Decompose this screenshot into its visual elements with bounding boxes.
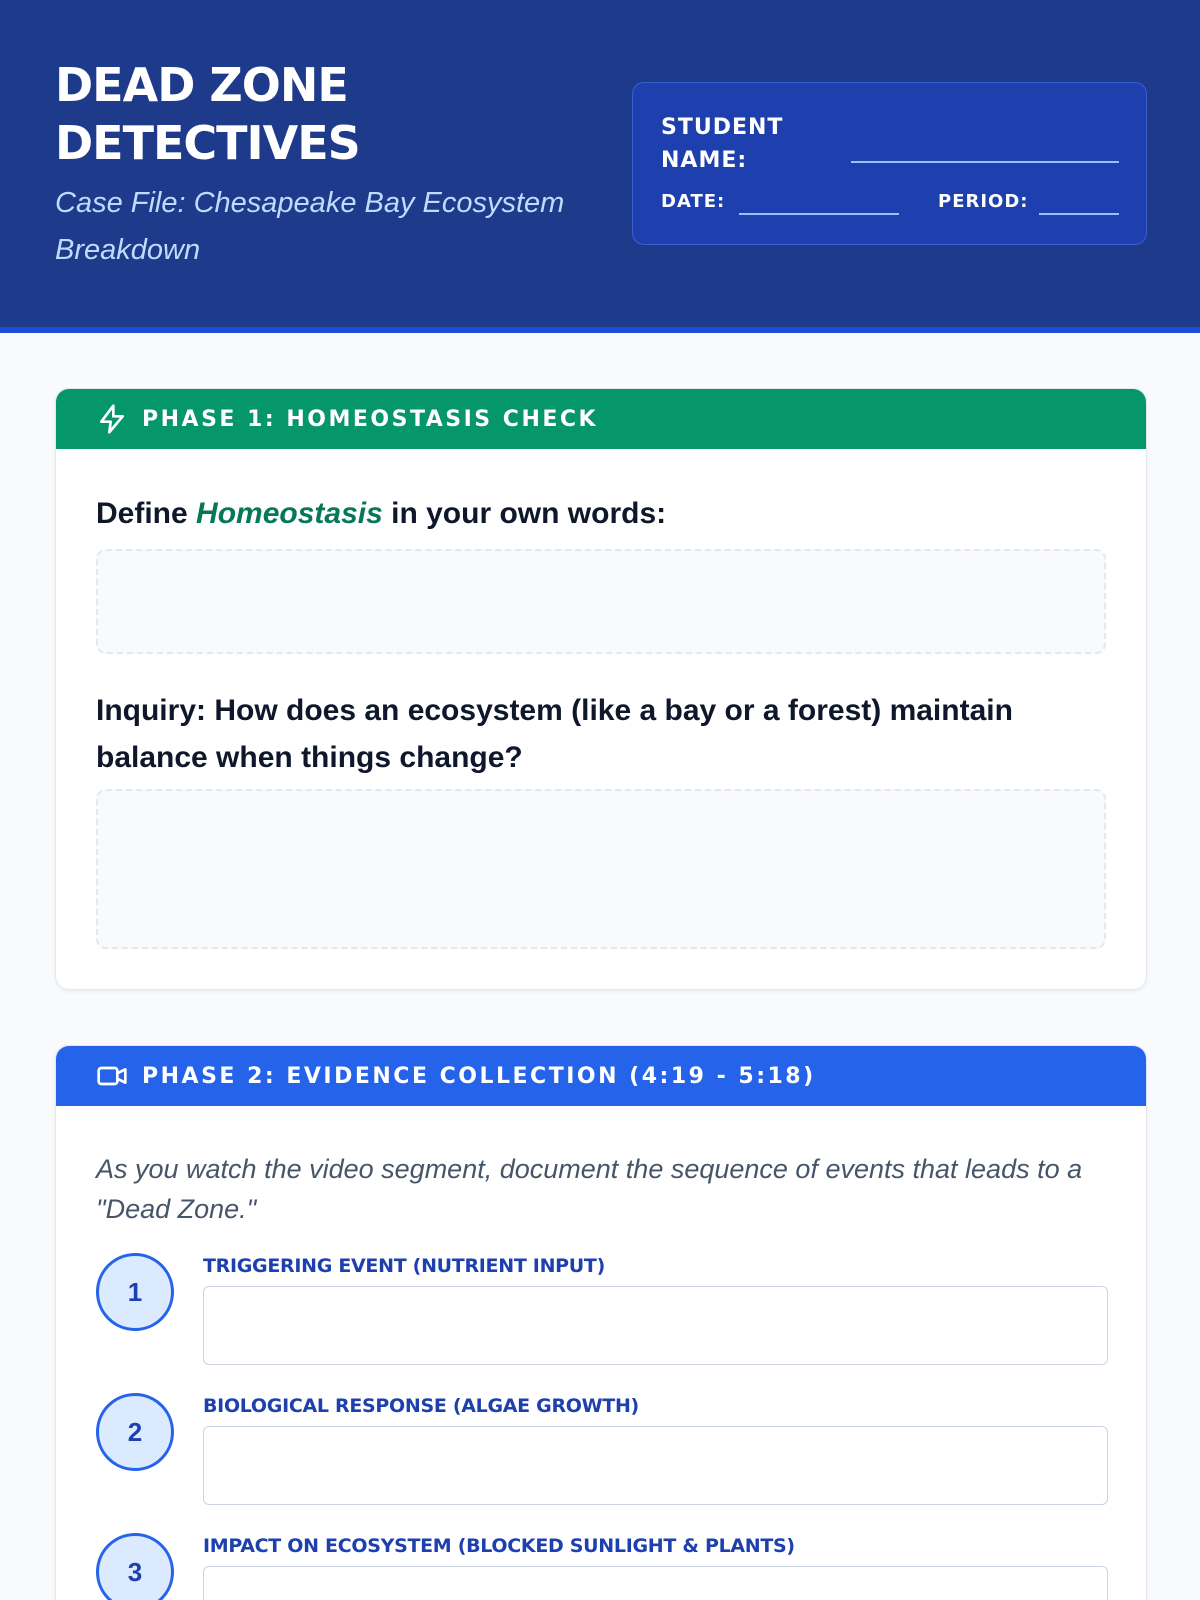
question-prefix: Define bbox=[96, 497, 188, 530]
triggering-event-input[interactable] bbox=[203, 1286, 1108, 1365]
worksheet-title bbox=[55, 56, 360, 172]
student-name-label bbox=[661, 111, 783, 177]
phase-2-card bbox=[55, 1045, 1147, 1600]
title-line-2: DETECTIVES bbox=[55, 116, 360, 170]
phase-1-title: PHASE 1: HOMEOSTASIS CHECK bbox=[142, 406, 599, 432]
homeostasis-answer-box[interactable] bbox=[96, 549, 1106, 654]
question-suffix: in your own words: bbox=[391, 497, 667, 530]
phase-1-card bbox=[55, 388, 1147, 990]
homeostasis-question bbox=[96, 494, 666, 534]
date-label: DATE: bbox=[661, 191, 726, 212]
student-name-label-line-2: NAME: bbox=[661, 148, 748, 173]
lightning-icon bbox=[96, 403, 128, 435]
sequence-step-3 bbox=[96, 1533, 1108, 1600]
step-label: BIOLOGICAL RESPONSE (ALGAE GROWTH) bbox=[203, 1395, 639, 1417]
phase-2-instructions: As you watch the video segment, document the sequence of events that leads to a "Dead Zone." bbox=[96, 1154, 1083, 1224]
student-name-label-line-1: STUDENT bbox=[661, 115, 784, 140]
homeostasis-term: Homeostasis bbox=[196, 497, 383, 530]
video-camera-icon bbox=[96, 1060, 128, 1092]
phase-2-header bbox=[56, 1046, 1146, 1106]
inquiry-question: Inquiry: How does an ecosystem (like a bay or a forest) maintain balance when things change? bbox=[96, 694, 1013, 774]
inquiry-answer-box[interactable] bbox=[96, 789, 1106, 949]
worksheet-subtitle: Case File: Chesapeake Bay Ecosystem Breakdown bbox=[55, 187, 565, 266]
period-field[interactable] bbox=[1039, 213, 1119, 215]
sequence-step-1 bbox=[96, 1253, 1108, 1373]
student-info-card bbox=[632, 82, 1147, 245]
title-line-1: DEAD ZONE bbox=[55, 58, 348, 112]
student-name-field[interactable] bbox=[851, 161, 1119, 163]
phase-2-title: PHASE 2: EVIDENCE COLLECTION (4:19 - 5:18) bbox=[142, 1063, 816, 1089]
date-field[interactable] bbox=[739, 213, 899, 215]
step-number-badge: 2 bbox=[96, 1393, 174, 1471]
phase-1-header bbox=[56, 389, 1146, 449]
step-label: IMPACT ON ECOSYSTEM (BLOCKED SUNLIGHT & PLANTS) bbox=[203, 1535, 795, 1557]
step-number-badge: 1 bbox=[96, 1253, 174, 1331]
step-number-badge: 3 bbox=[96, 1533, 174, 1600]
sequence-step-2 bbox=[96, 1393, 1108, 1513]
period-label: PERIOD: bbox=[938, 191, 1029, 212]
ecosystem-impact-input[interactable] bbox=[203, 1566, 1108, 1600]
biological-response-input[interactable] bbox=[203, 1426, 1108, 1505]
step-label: TRIGGERING EVENT (NUTRIENT INPUT) bbox=[203, 1255, 605, 1277]
worksheet-header bbox=[0, 0, 1200, 333]
